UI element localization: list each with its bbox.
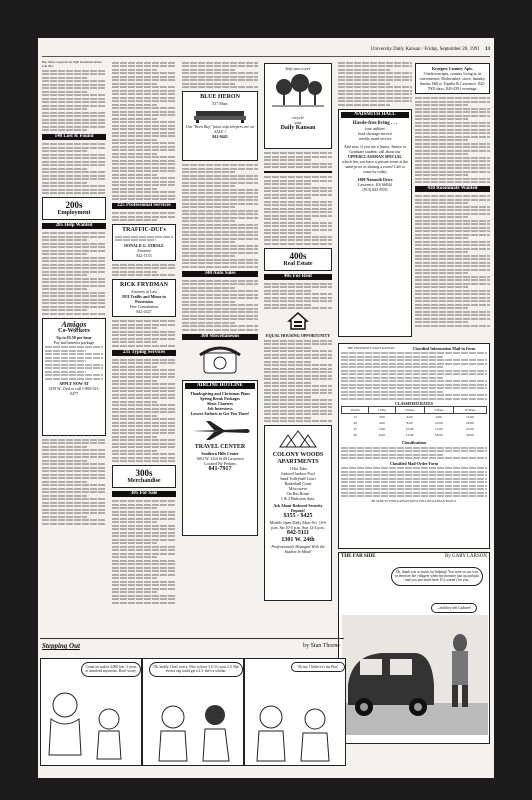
mail-order-title: Classified Mail-Order Form (389, 460, 439, 466)
airline-item: Spring Break Packages (200, 395, 240, 401)
traffic-attorney-name: DONALD G. STROLE (124, 242, 164, 248)
strip-panel-2 (142, 658, 244, 766)
amigos-subtitle: Co-Workers (58, 327, 90, 334)
udk-classified-form (338, 343, 490, 549)
telephone-icon (190, 343, 250, 377)
classifications-title: Classifications (401, 440, 427, 445)
travel-location: Southern Hills Center (201, 450, 239, 456)
page-number: 13 (485, 47, 490, 52)
far-side-speech-2: ...and they left Cadaver! (431, 603, 477, 613)
real-estate-header (264, 248, 332, 271)
real-estate-number: 400s (289, 250, 307, 261)
rates-cell: 15.00 (466, 415, 474, 419)
far-side-cartoon (338, 552, 490, 744)
naismith-item: four utilities (365, 125, 385, 131)
strip-speech-1: Come on sucker 4,000 feet. 3 years of unsolved mysteries. Don't worry. (81, 662, 141, 677)
colony-models: Models Open Daily Mon.-Fri. 10-6 p.m. Sat 10-5 p.m. Sun 12-4 p.m. (269, 520, 327, 530)
colony-phone: 842-5111 (286, 530, 310, 536)
rick-dui: DUI Traffic and Minor in Possession (122, 294, 166, 304)
colony-management: Professionally Managed With the Student In Mind! (271, 544, 325, 554)
section-want-to-buy (264, 171, 332, 173)
naismith-hall-ad (338, 109, 412, 337)
comic-strip (40, 638, 344, 766)
rick-free: Free Consultation (129, 304, 159, 309)
rates-cell: 3.00 (379, 415, 385, 419)
merchandise-header (112, 465, 176, 488)
heron-title: BLUE HERON (200, 94, 240, 100)
rates-cell: 5.00 (379, 427, 385, 431)
naismith-special: UPPERCLASSMAN SPECIAL (347, 153, 403, 159)
newspaper-page (38, 38, 494, 778)
rates-cell: 8.00 (406, 421, 413, 425)
colony-amenity: Microwave (288, 486, 308, 491)
strip-speech-3: Oh my, I believe is my Boy! (291, 662, 345, 672)
recycle-ad (264, 63, 332, 149)
naismith-lead: Hassle-free living . . . (352, 120, 398, 126)
rates-cell: 30 (353, 433, 357, 437)
blue-heron-ad (182, 91, 258, 161)
rates-cell: 10.00 (405, 427, 414, 431)
rates-cell: 20 (353, 421, 357, 425)
colony-ask: Ask About Reduced Security Deposit! (273, 503, 323, 513)
rates-header-cell: Words (342, 407, 369, 414)
equal-housing-title: EQUAL HOUSING OPPORTUNITY (265, 333, 331, 338)
naismith-address: 1800 Naismith Drive (357, 176, 393, 182)
colony-amenity: Indoor/Outdoor Pool (281, 471, 315, 476)
rates-cell: 15 (353, 415, 357, 419)
naismith-item: food shortage service (357, 130, 393, 136)
colony-address: 1301 W. 24th (281, 537, 315, 543)
rates-cell: 30.00 (466, 433, 474, 437)
rates-cell: 12.00 (405, 433, 414, 437)
airline-item: Thanksgiving and Christmas Plans (190, 390, 250, 396)
far-side-title: THE FAR SIDE (341, 553, 376, 559)
naismith-title: NAISMITH HALL (341, 112, 409, 118)
column-2 (112, 60, 176, 620)
rates-cell: 25.00 (466, 427, 474, 431)
strip-drawing-3 (245, 659, 345, 765)
traffic-title: TRAFFIC-DUI's (122, 227, 166, 233)
udk-subtitle: Classified Information Mail-in Form (412, 345, 476, 351)
your-word: your (294, 120, 302, 125)
kansan-policy-footer: BE SURE TO FIND KANSAN MUST FOLLOW KANSAN POLICY (371, 498, 457, 503)
colony-title: COLONY WOODS APARTMENTS (272, 452, 324, 465)
real-estate-label: Real Estate (283, 260, 313, 267)
merchandise-label: Merchandise (127, 478, 161, 484)
rick-phone: 842-4327 (136, 309, 152, 314)
travel-address: 1601 W. 23rd St #9 Lawrence (196, 455, 244, 461)
strip-title: Stepping Out (42, 642, 80, 650)
udk-masthead (341, 346, 401, 351)
airline-item: Short Charters (207, 400, 233, 406)
naismith-phone: (913) 843-8559 (362, 186, 388, 192)
rates-table (341, 406, 487, 438)
kroeger-body: 3 bedroom apts, country living at its convenience. Dishwasher, stove, laundry. Smoky Hill to Topeka & Lawrence. 842-7005 days, 843-4391 evenings. (419, 71, 486, 91)
naismith-city: Lawrence, KS 66044 (358, 181, 392, 187)
travel-located: Located By Perkins (204, 460, 236, 466)
amigos-pay: Up to $5.50 per hour (56, 334, 92, 340)
rates-header-cell: 5 Days (424, 407, 453, 414)
amigos-apply: APPLY NOW AT (59, 381, 89, 386)
help-save-tree: help save a tree (285, 66, 311, 71)
colony-price: $355 - $425 (283, 513, 313, 519)
colony-woods-ad (264, 425, 332, 601)
rick-role: Attorney at Law (130, 289, 158, 294)
rates-cell: 18.00 (434, 433, 443, 437)
section-lost-found: 140 Lost & Found (42, 134, 106, 140)
rates-cell: 6.00 (406, 415, 413, 419)
amigos-benefits: Pay and benefits package (53, 339, 95, 345)
colony-amenity: Basketball Court (284, 481, 312, 486)
colony-amenity: 1 & 2 Bedroom Apts. (280, 496, 316, 501)
naismith-body-2: which lets you have a private room at the same price as sharing a room! Call or come by today. (342, 158, 408, 174)
airplane-icon (188, 419, 252, 441)
section-professional-services: 225 Professional Services (112, 203, 176, 209)
section-roommate-wanted: 430 Roommate Wanted (415, 186, 490, 192)
colony-amenity: 1 Hot Tubs (289, 466, 307, 471)
far-side-drawing (342, 615, 488, 735)
listing-text: Big. Must cooperate for light household duties. Call 841- (42, 60, 103, 68)
airline-hotline-ad (182, 380, 258, 536)
section-for-sale: 305 For Sale (112, 491, 176, 497)
daily-kansan: Daily Kansan (280, 125, 316, 131)
tree-logo-icon (278, 429, 318, 451)
rates-cell: 6.00 (379, 433, 385, 437)
amigos-logo: Amigos (61, 319, 87, 329)
section-auto-sales: 340 Auto Sales (182, 271, 258, 277)
strip-panel-3 (244, 658, 346, 766)
section-typing-services: 235 Typing Services (112, 350, 176, 356)
column-3 (182, 60, 258, 620)
traffic-attorney-role: Attorney (136, 247, 152, 253)
airline-title: AIRLINE HOTLINE (185, 383, 255, 389)
col5-right-listings (415, 60, 490, 340)
merchandise-number: 300s (135, 468, 153, 478)
heron-phone: 841-9443 (212, 134, 228, 139)
airline-item: Lowest Airfares to Get You There! (190, 410, 250, 416)
colony-amenity: On Bus Route (286, 491, 310, 496)
rates-cell: 4.00 (379, 421, 385, 425)
travel-center-logo: TRAVEL CENTER (194, 443, 246, 450)
employment-label: Employment (57, 210, 91, 216)
traffic-phone: 842-1133 (136, 252, 152, 258)
column-4 (264, 60, 332, 620)
rates-cell: 15.00 (434, 427, 443, 431)
far-side-speech: Oh, thank you so much for helping! You were so our way to terrorize the villagers when my monster just up and quit - and you just stuck here. If it weren't for you... (391, 567, 483, 586)
heron-address: 537 Mass (212, 101, 228, 106)
rates-cell: 25 (353, 427, 357, 431)
strip-speech-2: Ok, buddy. Don't worry. Nice to have 3.0. It's your 2.0. But even a cap could get a 2.5, she's a scholar. (149, 662, 243, 677)
rates-header-row (342, 407, 487, 414)
far-side-author: By GARY LARSON (444, 553, 487, 559)
rates-header-cell: 10 Days (453, 407, 486, 414)
traffic-dui-ad (112, 224, 176, 261)
futon-sofa-icon (190, 107, 250, 123)
rates-cell: 9.00 (435, 415, 442, 419)
rates-row (342, 432, 487, 438)
udk-title: THE UNIVERSITY DAILY KANSAN (347, 345, 395, 350)
rates-header-cell: 1 Day (369, 407, 395, 414)
strip-author: by Stan Thorne (303, 643, 340, 649)
rates-title: CLASSIFIED RATES (394, 401, 434, 406)
rates-cell: 20.00 (466, 421, 474, 425)
rick-name: RICK FRYDMAN (120, 282, 168, 288)
trees-icon (270, 73, 326, 113)
equal-housing-icon (287, 311, 309, 331)
heron-body: Our "Born Bay" futon sofa sleepers are on SALE ! (185, 124, 255, 134)
employment-header (42, 197, 106, 220)
section-for-rent: 405 For Rent (264, 274, 332, 280)
travel-phone: 841-7917 (208, 465, 232, 472)
header-text: University Daily Kansan / Friday, September 20, 1991 (370, 47, 480, 52)
amigos-address: 1339 W. 23rd or call 1-800-521-0477 (48, 386, 100, 396)
kroeger-title: Kroegers Country Apts. (432, 66, 473, 71)
section-help-wanted: 205 Help Wanted (42, 223, 106, 229)
naismith-body: And now, if you are a Junior, Senior or Graduate student, call about our (343, 143, 407, 154)
col5-left-listings (338, 60, 412, 340)
rick-frydman-ad (112, 279, 176, 317)
rates-cell: 12.00 (434, 421, 443, 425)
column-5 (338, 60, 490, 776)
recycle-word: recycle (292, 115, 304, 120)
airline-item: Job Interviews (207, 405, 233, 411)
section-miscellaneous: 360 Miscellaneous (182, 334, 258, 340)
employment-number: 200s (65, 200, 83, 210)
rates-header-cell: 3 Days (395, 407, 424, 414)
column-1 (42, 60, 106, 620)
page-header (42, 47, 490, 57)
naismith-item: weekly maid service (358, 135, 392, 141)
amigos-ad (42, 318, 106, 436)
strip-panel-1 (40, 658, 142, 766)
colony-amenity: Sand Volleyball Court (280, 476, 316, 481)
kroegers-ad (415, 63, 490, 94)
